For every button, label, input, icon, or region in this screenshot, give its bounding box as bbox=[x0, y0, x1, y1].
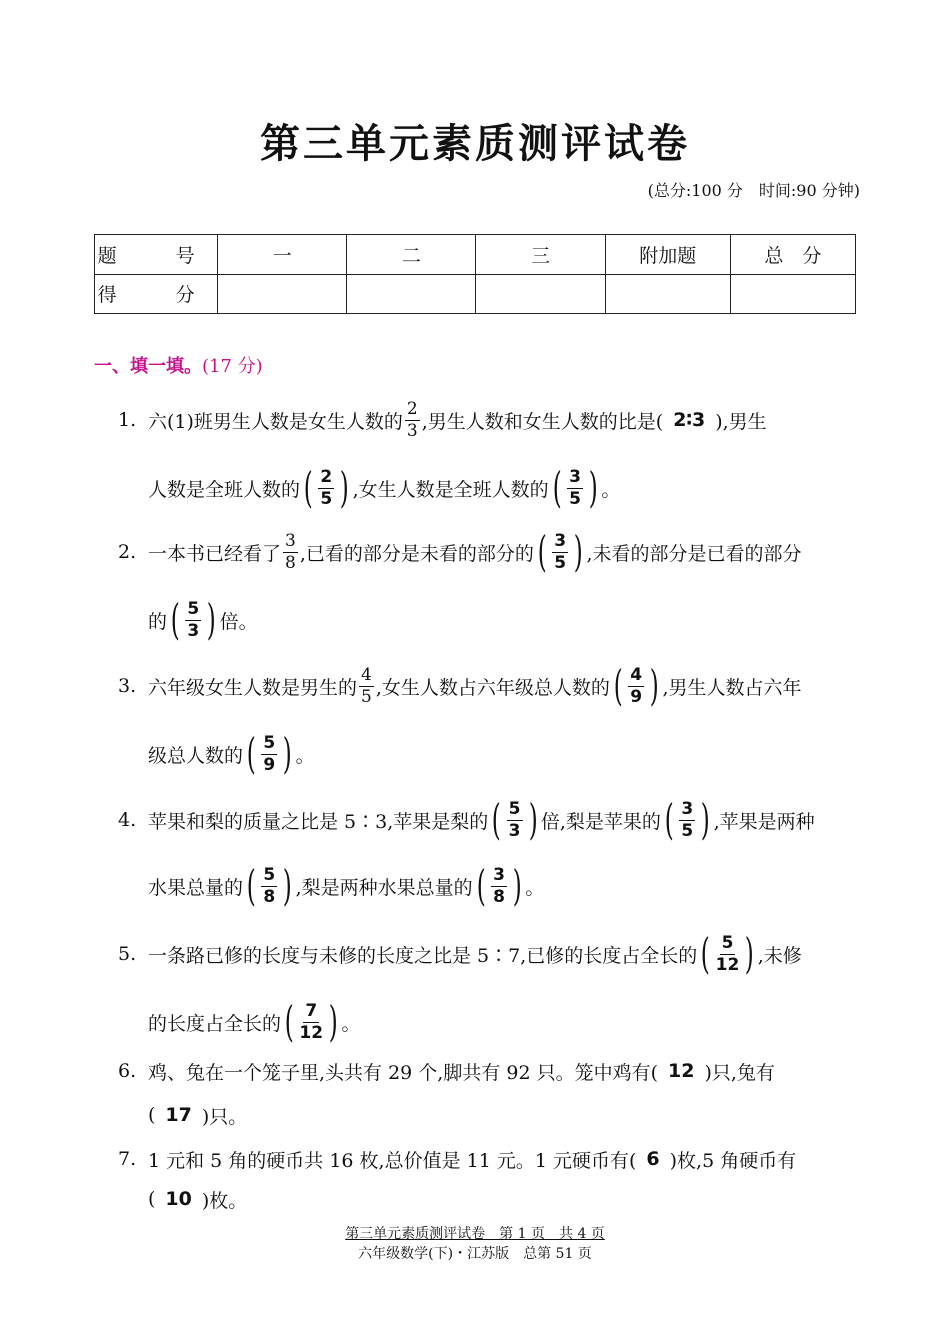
answer: 2∶3 bbox=[673, 409, 706, 431]
question-3-line-2 bbox=[148, 724, 315, 784]
answer: 10 bbox=[165, 1188, 192, 1210]
left-paren: ( bbox=[170, 595, 180, 644]
question-text: 倍,梨是苹果的 bbox=[540, 810, 661, 833]
left-paren: ( bbox=[246, 729, 256, 778]
row-label: 得 分 bbox=[95, 274, 218, 314]
numerator: 4 bbox=[630, 664, 643, 685]
numerator: 2 bbox=[320, 466, 333, 487]
numerator: 3 bbox=[554, 530, 567, 551]
question-text: 1 元和 5 角的硬币共 16 枚,总价值是 11 元。1 元硬币有( bbox=[148, 1149, 637, 1172]
answer-fraction bbox=[715, 932, 740, 975]
fraction bbox=[405, 398, 420, 441]
question-2-line-1 bbox=[118, 522, 802, 582]
answer-fraction bbox=[628, 664, 644, 707]
left-paren: ( bbox=[664, 795, 674, 844]
left-paren: ( bbox=[537, 527, 547, 576]
numerator: 2 bbox=[406, 398, 418, 419]
question-text: ,男生人数占六年 bbox=[662, 676, 802, 699]
denominator: 5 bbox=[554, 552, 567, 573]
denominator: 5 bbox=[361, 686, 372, 707]
numerator: 7 bbox=[305, 1000, 318, 1021]
score-cell[interactable] bbox=[730, 274, 855, 314]
question-1-line-2 bbox=[148, 458, 620, 518]
footer-page-info: 第三单元素质测评试卷 第 1 页 共 4 页 bbox=[345, 1226, 605, 1242]
header-cell: 三 bbox=[476, 235, 605, 275]
left-paren: ( bbox=[246, 861, 256, 910]
right-paren: ) bbox=[282, 861, 292, 910]
question-4-line-1 bbox=[118, 790, 815, 850]
score-cell[interactable] bbox=[605, 274, 730, 314]
question-text: ),男生 bbox=[715, 410, 767, 433]
question-2-line-2 bbox=[148, 590, 258, 650]
question-text: 的长度占全长的 bbox=[148, 1012, 282, 1035]
question-text: )枚,5 角硬币有 bbox=[669, 1149, 797, 1172]
question-number: 5. bbox=[118, 943, 137, 965]
denominator: 8 bbox=[285, 552, 296, 573]
section-points: (17 分) bbox=[202, 356, 263, 377]
numerator: 3 bbox=[493, 864, 505, 885]
denominator: 12 bbox=[715, 954, 740, 975]
numerator: 5 bbox=[187, 598, 200, 619]
question-text: 的 bbox=[148, 610, 168, 633]
page-title: 第三单元素质测评试卷 bbox=[260, 120, 690, 167]
header-cell: 总 分 bbox=[730, 235, 855, 275]
question-number: 6. bbox=[118, 1060, 137, 1082]
question-text: 。 bbox=[601, 478, 621, 501]
right-paren: ) bbox=[328, 997, 338, 1046]
numerator: 5 bbox=[508, 798, 521, 819]
score-cell[interactable] bbox=[476, 274, 605, 314]
question-text: ,男生人数和女生人数的比是( bbox=[421, 410, 664, 433]
right-paren: ) bbox=[649, 661, 659, 710]
score-table bbox=[94, 234, 856, 314]
question-number: 7. bbox=[118, 1148, 137, 1170]
denominator: 12 bbox=[299, 1022, 324, 1043]
footer-book-info: 六年级数学(下)・江苏版 总第 51 页 bbox=[358, 1246, 592, 1262]
question-5-line-1 bbox=[118, 924, 802, 984]
question-1-line-1 bbox=[118, 390, 767, 450]
answer-fraction bbox=[299, 1000, 324, 1043]
score-table-header-row bbox=[95, 235, 856, 275]
score-table-score-row bbox=[95, 274, 856, 314]
question-4-line-2 bbox=[148, 856, 544, 916]
answer-fraction bbox=[507, 798, 523, 841]
question-6-line-2 bbox=[148, 1090, 247, 1140]
question-text: )枚。 bbox=[201, 1189, 248, 1212]
answer-fraction bbox=[185, 598, 201, 641]
denominator: 8 bbox=[263, 886, 276, 907]
question-text: ,未修 bbox=[757, 944, 802, 967]
answer: 6 bbox=[646, 1148, 660, 1170]
denominator: 9 bbox=[263, 754, 276, 775]
numerator: 3 bbox=[285, 530, 296, 551]
answer: 17 bbox=[165, 1104, 192, 1126]
question-number: 1. bbox=[118, 409, 137, 431]
question-text: 。 bbox=[341, 1012, 361, 1035]
question-text: 水果总量的 bbox=[148, 876, 244, 899]
question-text: ( bbox=[148, 1104, 156, 1126]
question-text: 。 bbox=[525, 876, 545, 899]
numerator: 5 bbox=[721, 932, 734, 953]
answer-fraction bbox=[552, 530, 568, 573]
answer-fraction bbox=[679, 798, 695, 841]
answer-fraction bbox=[261, 732, 277, 775]
section-heading bbox=[94, 352, 263, 378]
right-paren: ) bbox=[588, 463, 598, 512]
header-cell: 附加题 bbox=[605, 235, 730, 275]
question-7-line-2 bbox=[148, 1174, 247, 1224]
answer-fraction bbox=[491, 864, 507, 907]
score-cell[interactable] bbox=[347, 274, 476, 314]
left-paren: ( bbox=[491, 795, 501, 844]
question-5-line-2 bbox=[148, 992, 360, 1052]
question-text: 一本书已经看了 bbox=[148, 542, 282, 565]
question-text: 苹果和梨的质量之比是 5∶3,苹果是梨的 bbox=[148, 810, 489, 833]
header-cell: 题 号 bbox=[95, 235, 218, 275]
numerator: 5 bbox=[263, 732, 276, 753]
right-paren: ) bbox=[339, 463, 349, 512]
exam-meta: (总分:100 分 时间:90 分钟) bbox=[647, 181, 860, 200]
right-paren: ) bbox=[573, 527, 583, 576]
answer-fraction bbox=[318, 466, 334, 509]
right-paren: ) bbox=[528, 795, 538, 844]
header-cell: 一 bbox=[218, 235, 347, 275]
question-text: 六年级女生人数是男生的 bbox=[148, 676, 358, 699]
question-text: 鸡、兔在一个笼子里,头共有 29 个,脚共有 92 只。笼中鸡有( bbox=[148, 1061, 659, 1084]
denominator: 5 bbox=[681, 820, 694, 841]
question-text: )只,兔有 bbox=[704, 1061, 775, 1084]
right-paren: ) bbox=[206, 595, 216, 644]
left-paren: ( bbox=[613, 661, 623, 710]
answer-fraction bbox=[261, 864, 277, 907]
question-text: )只。 bbox=[201, 1105, 248, 1128]
question-text: ,已看的部分是未看的部分的 bbox=[299, 542, 534, 565]
left-paren: ( bbox=[284, 997, 294, 1046]
right-paren: ) bbox=[745, 929, 755, 978]
question-text: 。 bbox=[295, 744, 315, 767]
right-paren: ) bbox=[512, 861, 522, 910]
question-number: 4. bbox=[118, 809, 137, 831]
right-paren: ) bbox=[700, 795, 710, 844]
answer-fraction bbox=[567, 466, 583, 509]
question-text: ( bbox=[148, 1188, 156, 1210]
question-text: 倍。 bbox=[219, 610, 258, 633]
question-text: ,梨是两种水果总量的 bbox=[295, 876, 473, 899]
denominator: 8 bbox=[493, 886, 505, 907]
header-cell: 二 bbox=[347, 235, 476, 275]
question-text: ,未看的部分是已看的部分 bbox=[586, 542, 802, 565]
numerator: 5 bbox=[263, 864, 276, 885]
question-6-line-1 bbox=[118, 1046, 775, 1096]
question-number: 3. bbox=[118, 675, 137, 697]
denominator: 3 bbox=[406, 420, 418, 441]
section-label: 一、填一填。 bbox=[94, 356, 202, 377]
question-text: 六(1)班男生人数是女生人数的 bbox=[148, 410, 403, 433]
left-paren: ( bbox=[476, 861, 486, 910]
denominator: 3 bbox=[508, 820, 521, 841]
numerator: 4 bbox=[361, 664, 372, 685]
fraction bbox=[359, 664, 374, 707]
left-paren: ( bbox=[552, 463, 562, 512]
denominator: 5 bbox=[320, 488, 333, 509]
question-text: 人数是全班人数的 bbox=[148, 478, 301, 501]
left-paren: ( bbox=[303, 463, 313, 512]
denominator: 3 bbox=[187, 620, 200, 641]
denominator: 9 bbox=[630, 686, 643, 707]
numerator: 3 bbox=[681, 798, 694, 819]
question-text: 级总人数的 bbox=[148, 744, 244, 767]
question-3-line-1 bbox=[118, 656, 802, 716]
right-paren: ) bbox=[282, 729, 292, 778]
left-paren: ( bbox=[700, 929, 710, 978]
score-cell[interactable] bbox=[218, 274, 347, 314]
question-text: 一条路已修的长度与未修的长度之比是 5∶7,已修的长度占全长的 bbox=[148, 944, 698, 967]
question-text: ,女生人数是全班人数的 bbox=[352, 478, 549, 501]
denominator: 5 bbox=[569, 488, 581, 509]
numerator: 3 bbox=[569, 466, 581, 487]
answer: 12 bbox=[668, 1060, 695, 1082]
question-text: ,女生人数占六年级总人数的 bbox=[375, 676, 610, 699]
question-number: 2. bbox=[118, 541, 137, 563]
fraction bbox=[283, 530, 298, 573]
question-text: ,苹果是两种 bbox=[713, 810, 815, 833]
